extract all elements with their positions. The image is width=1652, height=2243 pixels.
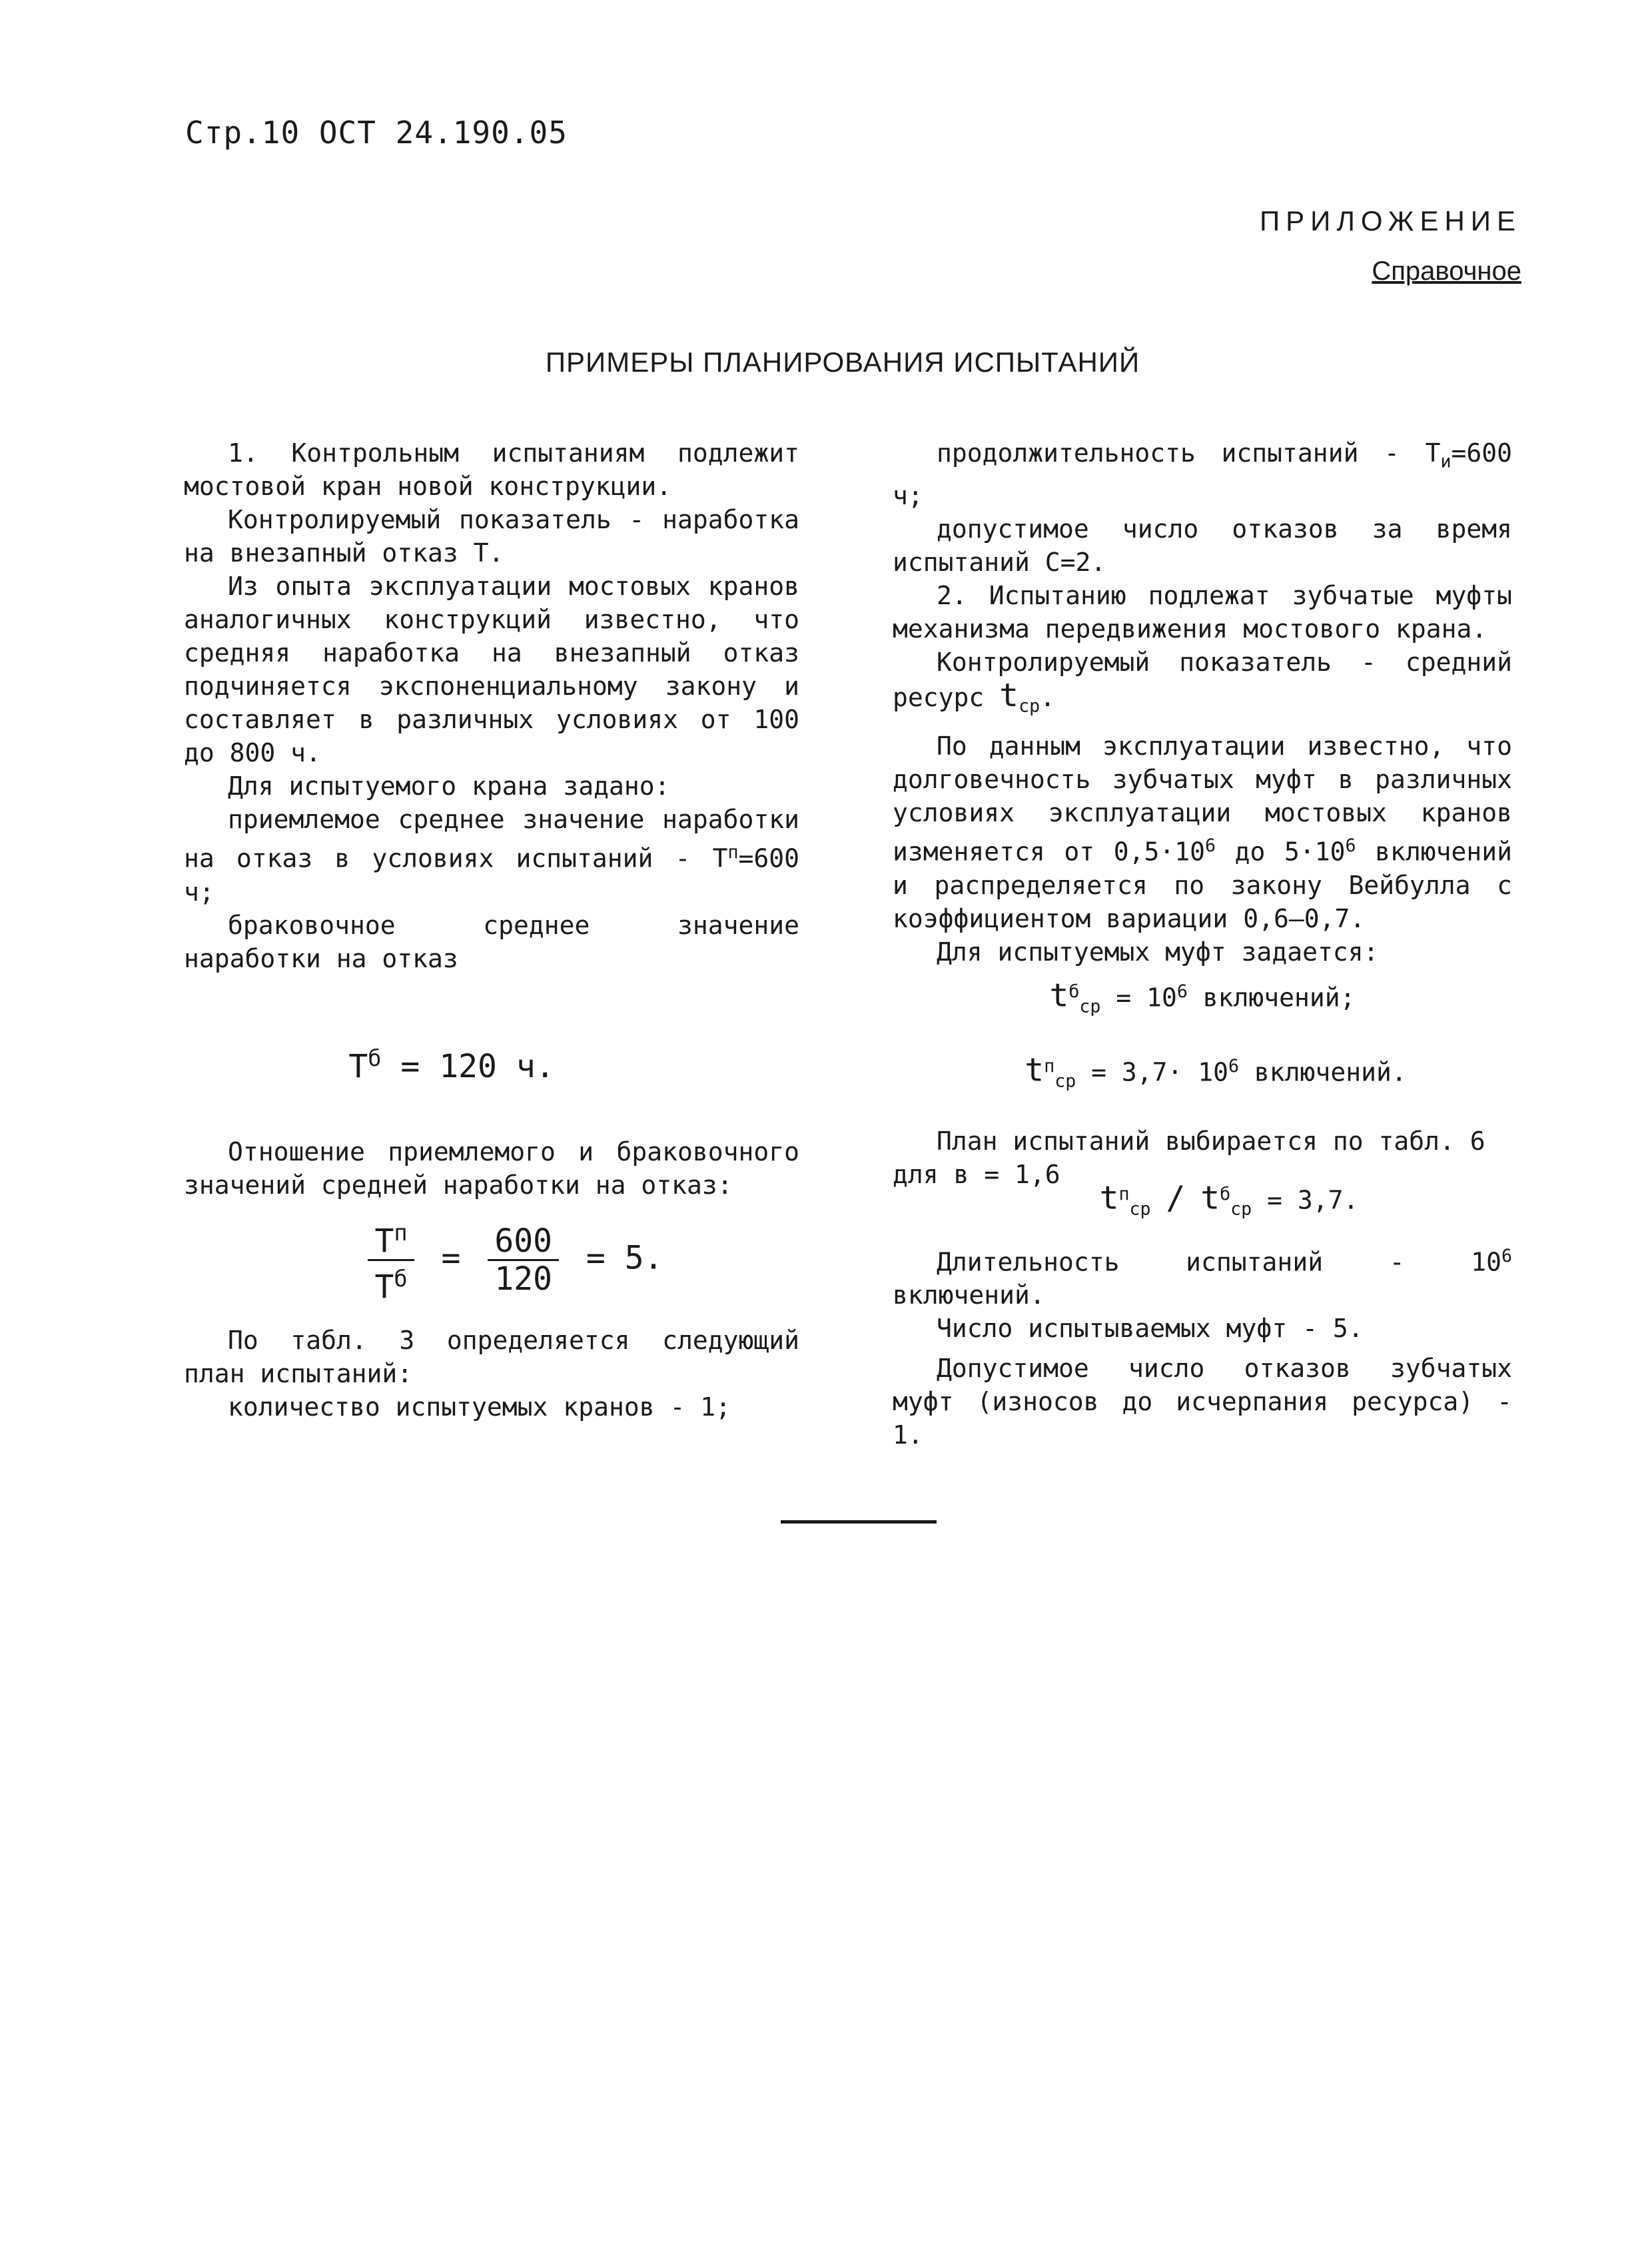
paragraph xyxy=(184,803,799,909)
paragraph: допустимое число отказов за время испытаний С=2. xyxy=(893,514,1512,577)
subscript: и xyxy=(1440,451,1451,472)
paragraph: Допустимое число отказов зубчатых муфт (износов до исчерпания ресурса) - 1. xyxy=(893,1354,1512,1450)
fraction xyxy=(368,1216,414,1304)
paragraph: количество испытуемых кранов - 1; xyxy=(228,1392,731,1422)
text: приемлемое среднее значение наработки на отказ в условиях испытаний - xyxy=(184,805,799,873)
appendix-label: ПРИЛОЖЕНИЕ xyxy=(1259,205,1521,236)
symbol: Т xyxy=(1425,438,1441,468)
denominator: $Т^б$ xyxy=(374,1265,408,1306)
paragraph: По табл. 3 определяется следующий план испытаний: xyxy=(184,1325,799,1388)
paragraph: для в = 1,6 xyxy=(893,1160,1060,1190)
text: . xyxy=(1040,682,1055,712)
beta-symbol: в xyxy=(953,1160,969,1190)
page-title: ПРИМЕРЫ ПЛАНИРОВАНИЯ ИСПЫТАНИЙ xyxy=(545,346,1140,378)
paragraph: Для испытуемого крана задано: xyxy=(228,771,670,801)
appendix-sublabel: Справочное xyxy=(1372,256,1521,286)
value: =600 ч; xyxy=(184,843,799,907)
superscript: п xyxy=(727,842,739,863)
value: =600 ч; xyxy=(893,438,1512,510)
paragraph xyxy=(893,646,1512,723)
right-column xyxy=(893,436,1512,1452)
symbol: Т xyxy=(712,843,728,873)
numerator: $Т^п$ xyxy=(368,1216,414,1261)
paragraph: 1. Контрольным испытаниям подлежит мостовой кран новой конструкции. xyxy=(184,438,799,501)
value: = 120 ч. xyxy=(400,1047,555,1085)
left-column xyxy=(184,436,799,1424)
paragraph xyxy=(893,436,1512,512)
fraction xyxy=(488,1224,559,1296)
end-rule xyxy=(781,1520,937,1524)
equation-t-cp-b: $t^б_{ср} = 10^6$ включений; xyxy=(1049,977,1356,1017)
subscript: ср xyxy=(1019,695,1040,717)
result: = 5. xyxy=(586,1239,663,1277)
equals-sign: = xyxy=(441,1239,461,1277)
symbol: t xyxy=(999,676,1019,714)
paragraph: План испытаний выбирается по табл. 6 xyxy=(937,1126,1485,1156)
paragraph: Отношение приемлемого и браковочного значений средней наработки на отказ: xyxy=(184,1136,799,1200)
paragraph: По данным эксплуатации известно, что долговечность зубчатых муфт в различных условиях эксплуатации мостовых кранов изменяется от $0,5\cdot 10^6$ до $5\cdot 10^6$ включений и распределяется по закону Вейбулла с коэффициентом вариации 0,6–0,7. xyxy=(893,731,1512,933)
text: продолжительность испытаний - xyxy=(937,438,1400,468)
paragraph: Из опыта эксплуатации мостовых кранов аналогичных конструкций известно, что средняя наработка на внезапный отказ подчиняется экспоненциальному закону и составляет в различных условиях от 100 до 800 ч. xyxy=(184,572,799,767)
paragraph: 2. Испытанию подлежат зубчатые муфты механизма передвижения мостового крана. xyxy=(893,580,1512,644)
paragraph: Длительность испытаний - $10^6$ включений. xyxy=(893,1245,1512,1310)
superscript: б xyxy=(368,1045,382,1071)
page-header: Стр.10 ОСТ 24.190.05 xyxy=(185,115,568,151)
equation-t-cp-p: $t^п_{ср} = 3,7\cdot 10^6$ включений. xyxy=(1025,1051,1407,1092)
paragraph: Контролируемый показатель - наработка на внезапный отказ Т. xyxy=(184,505,799,568)
text: Контролируемый показатель - средний ресурс xyxy=(893,647,1512,712)
equation-ratio xyxy=(184,1216,799,1304)
equation-ratio-t: $t^п_{ср} / t^б_{ср} = 3,7$. xyxy=(1099,1180,1359,1220)
numerator: 600 xyxy=(488,1224,559,1261)
paragraph: Число испытываемых муфт - 5. xyxy=(937,1314,1364,1344)
symbol: Т xyxy=(348,1047,368,1085)
paragraph: браковочное среднее значение наработки на отказ xyxy=(184,910,799,973)
denominator: 120 xyxy=(494,1260,553,1298)
equation-t-b xyxy=(184,1042,799,1083)
paragraph: Для испытуемых муфт задается: xyxy=(937,937,1379,967)
